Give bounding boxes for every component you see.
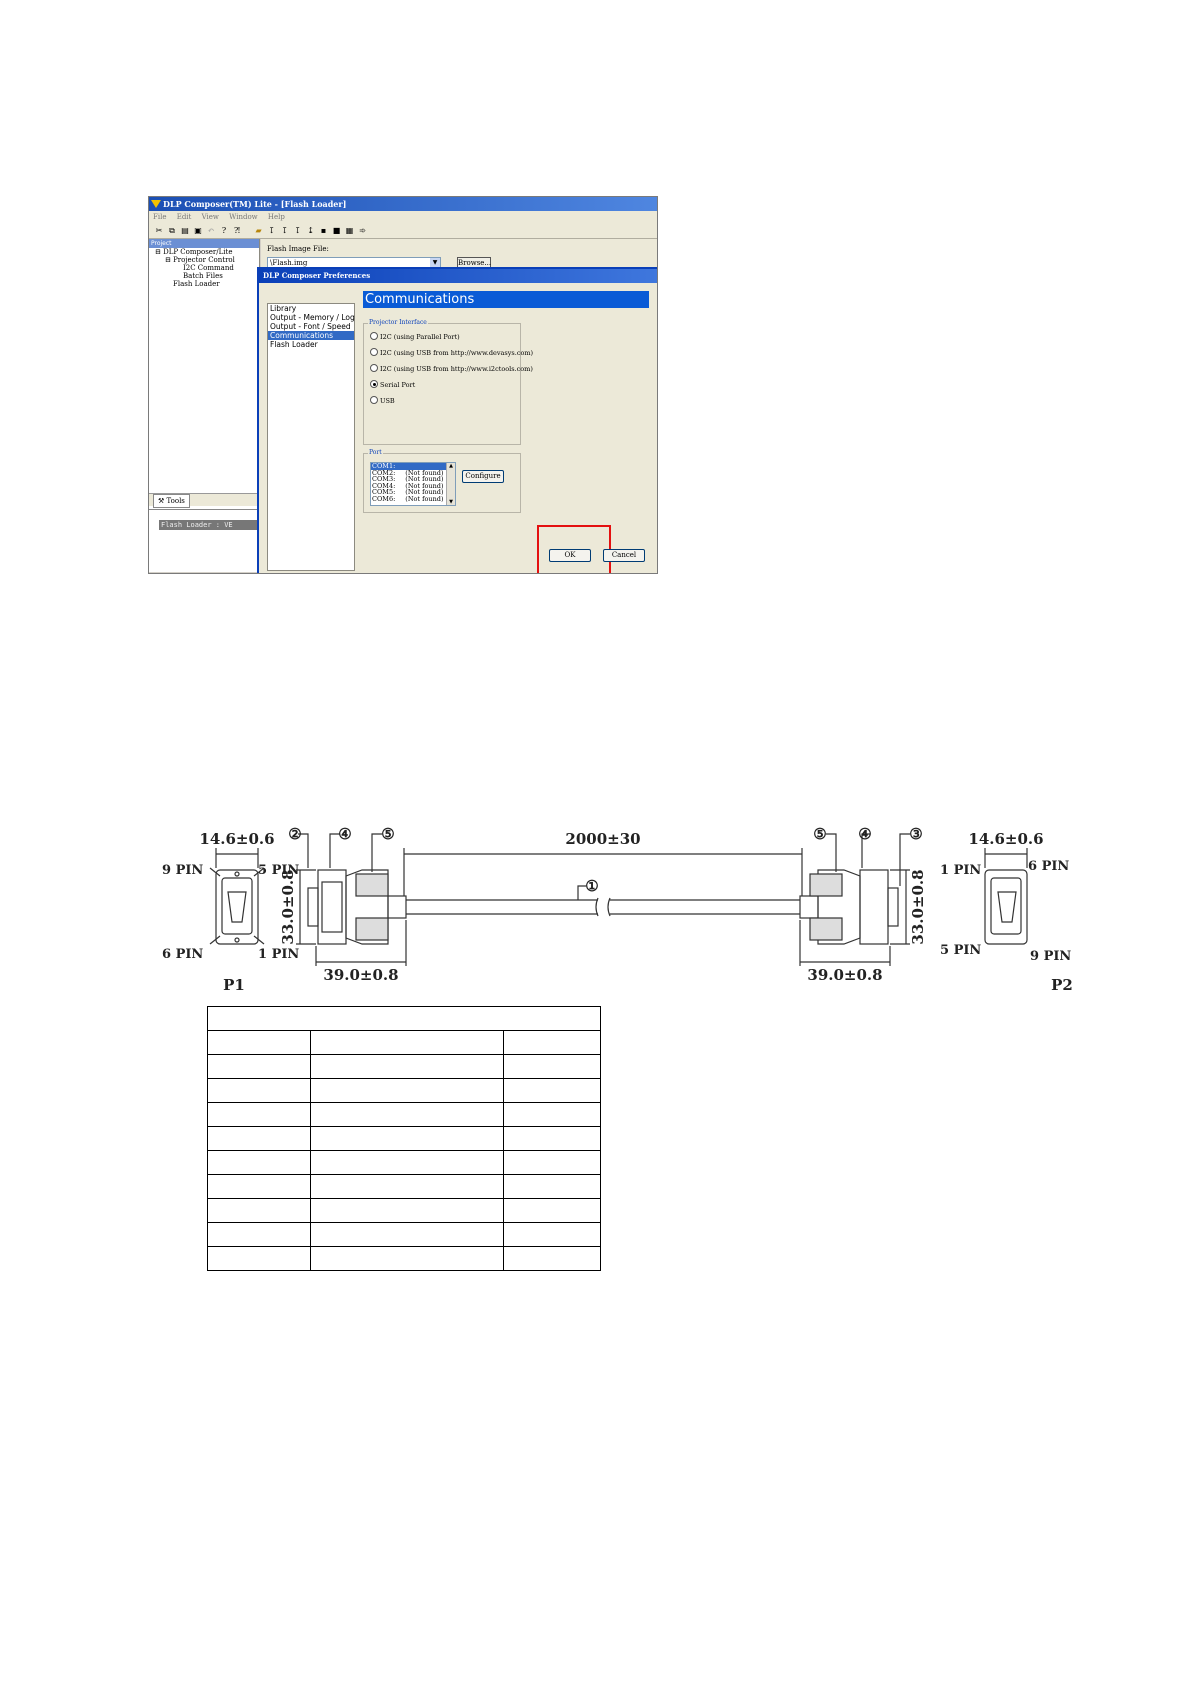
menu-help[interactable]: Help xyxy=(267,213,285,221)
left-shell-inner xyxy=(322,882,342,932)
callout-5: ⑤ xyxy=(813,825,827,843)
undo-icon[interactable]: ↶ xyxy=(207,226,215,235)
table-row xyxy=(208,1223,601,1247)
app-title: DLP Composer(TM) Lite - [Flash Loader] xyxy=(163,199,347,209)
port-row[interactable]: COM3: (Not found) xyxy=(372,475,444,483)
callout-2: ② xyxy=(288,825,302,843)
table-cell xyxy=(504,1079,601,1103)
dialog-title: DLP Composer Preferences xyxy=(259,269,657,283)
table-cell xyxy=(208,1127,311,1151)
table-row xyxy=(208,1151,601,1175)
p1-pin-housing xyxy=(228,892,246,922)
port-scrollbar[interactable] xyxy=(446,463,455,505)
table-caption-cell xyxy=(208,1007,601,1031)
p1-screw-hole xyxy=(235,872,239,876)
cancel-button[interactable]: Cancel xyxy=(603,549,645,562)
chevron-up-icon[interactable]: ▲ xyxy=(449,463,453,469)
p1-width-label: 14.6±0.6 xyxy=(199,830,275,848)
port-row[interactable]: COM2: (Not found) xyxy=(372,468,444,477)
save-icon[interactable]: ▣ xyxy=(194,226,202,235)
table-row xyxy=(208,1055,601,1079)
right-pins xyxy=(888,888,898,926)
right-thumbscrew-bottom xyxy=(810,918,842,940)
radio-serial-port[interactable]: Serial Port xyxy=(370,380,415,389)
length-label: 2000±30 xyxy=(565,830,641,848)
table-cell xyxy=(208,1079,311,1103)
p2-pin-label: 1 PIN xyxy=(940,863,982,878)
tools-tab[interactable]: ⚒ Tools xyxy=(153,494,190,508)
radio-usb[interactable]: USB xyxy=(370,396,395,405)
pause-icon[interactable]: ▪ xyxy=(320,226,327,235)
step-icon[interactable]: ↧ xyxy=(268,226,275,235)
radio-i2c-parallel[interactable]: I2C (using Parallel Port) xyxy=(370,332,460,341)
callout-4: ④ xyxy=(338,825,352,843)
software-screenshot xyxy=(148,196,658,574)
browse-button[interactable]: Browse... xyxy=(458,259,492,267)
p2-pin-housing xyxy=(998,892,1016,922)
output-pane xyxy=(149,509,259,572)
step-icon[interactable]: ↧ xyxy=(294,226,301,235)
p2-pin-label: 9 PIN xyxy=(1030,949,1072,964)
p2-connector-shell xyxy=(991,878,1021,934)
interface-group-title: Projector Interface xyxy=(369,319,427,326)
cable-break-mark xyxy=(596,898,598,916)
step-icon[interactable]: ↧ xyxy=(281,226,288,235)
interface-group xyxy=(363,319,534,445)
table-cell xyxy=(208,1199,311,1223)
left-height-label: 33.0±0.8 xyxy=(279,869,297,945)
app-logo-icon xyxy=(151,199,161,209)
toolbar xyxy=(149,223,657,239)
callout-1: ① xyxy=(585,877,599,895)
p1-pin-label: 9 PIN xyxy=(162,863,204,878)
table-row xyxy=(208,1127,601,1151)
cable-drawing xyxy=(150,810,1140,1000)
port-row[interactable]: COM4: (Not found) xyxy=(372,481,444,490)
menu-window[interactable]: Window xyxy=(229,213,258,221)
p1-screw-hole xyxy=(235,938,239,942)
port-group-title: Port xyxy=(369,449,382,456)
left-depth-label: 39.0±0.8 xyxy=(323,966,399,984)
menu-view[interactable]: View xyxy=(201,213,219,221)
port-group xyxy=(363,449,521,513)
communications-header: Communications xyxy=(363,291,649,308)
p2-pin-label: 5 PIN xyxy=(940,943,982,958)
chevron-down-icon[interactable]: ▼ xyxy=(430,258,440,268)
p1-pin-label: 6 PIN xyxy=(162,947,204,962)
flash-image-value: \Flash.img xyxy=(270,259,308,267)
table-cell xyxy=(208,1031,311,1055)
menu-edit[interactable]: Edit xyxy=(176,213,192,221)
table-row xyxy=(208,1175,601,1199)
right-depth-label: 39.0±0.8 xyxy=(807,966,883,984)
port-row[interactable]: COM5: (Not found) xyxy=(372,488,444,496)
p1-pin-label: 1 PIN xyxy=(258,947,300,962)
category-communications[interactable]: Communications xyxy=(268,331,354,340)
pin-table xyxy=(207,1006,601,1271)
table-cell xyxy=(208,1247,311,1271)
flash-image-label: Flash Image File: xyxy=(267,245,329,253)
table-cell xyxy=(311,1079,504,1103)
category-flash-loader[interactable]: Flash Loader xyxy=(270,340,318,349)
p1-label: P1 xyxy=(223,976,245,994)
table-cell xyxy=(311,1247,504,1271)
table-cell xyxy=(504,1247,601,1271)
menu-file[interactable]: File xyxy=(153,213,167,221)
port-row[interactable]: COM1: xyxy=(371,463,455,470)
copy-icon[interactable]: ⧉ xyxy=(169,226,175,235)
port-list[interactable] xyxy=(370,462,456,506)
left-thumbscrew-top xyxy=(356,874,388,896)
right-thumbscrew-top xyxy=(810,874,842,896)
p1-pin-leader xyxy=(254,936,264,944)
p1-pin-leader xyxy=(210,868,220,876)
right-height-label: 33.0±0.8 xyxy=(909,869,927,945)
radio-i2c-devasys[interactable]: I2C (using USB from http://www.devasys.com) xyxy=(370,348,533,357)
table-cell xyxy=(311,1103,504,1127)
p1-pin-leader xyxy=(210,936,220,944)
tree-item-flash-loader[interactable]: Flash Loader xyxy=(173,280,220,288)
chevron-down-icon[interactable]: ▼ xyxy=(449,498,453,505)
project-pane-title: Project xyxy=(149,239,259,248)
hammer-icon: ⚒ xyxy=(158,497,165,505)
table-cell xyxy=(311,1055,504,1079)
category-library[interactable]: Library xyxy=(270,304,297,313)
callout-leader-5 xyxy=(826,834,836,872)
table-cell xyxy=(504,1127,601,1151)
table-cell xyxy=(208,1151,311,1175)
table-row xyxy=(208,1079,601,1103)
callout-4: ④ xyxy=(858,825,872,843)
tree-item-root[interactable]: ⊟ DLP Composer/Lite xyxy=(155,248,233,256)
category-list xyxy=(267,303,355,571)
table-cell xyxy=(311,1151,504,1175)
p1-connector-shell xyxy=(222,878,252,934)
category-output-memory[interactable]: Output - Memory / Log xyxy=(270,313,355,322)
table-cell xyxy=(504,1175,601,1199)
port-row[interactable]: COM6: (Not found) xyxy=(372,494,444,503)
paste-icon[interactable]: ▤ xyxy=(181,226,189,235)
p2-width-label: 14.6±0.6 xyxy=(968,830,1044,848)
p2-pin-label: 6 PIN xyxy=(1028,859,1070,874)
table-cell xyxy=(311,1223,504,1247)
radio-i2c-i2ctools[interactable]: I2C (using USB from http://www.i2ctools.com) xyxy=(370,364,533,373)
right-shell xyxy=(860,870,888,944)
preferences-dialog xyxy=(257,267,658,574)
step-icon[interactable]: ↨ xyxy=(307,226,314,235)
table-cell xyxy=(208,1103,311,1127)
table-cell xyxy=(311,1199,504,1223)
p1-pin-label: 5 PIN xyxy=(258,863,300,878)
open-icon[interactable]: ▰ xyxy=(255,226,262,235)
left-flange xyxy=(308,888,318,926)
save-disk-icon[interactable]: ▦ xyxy=(345,226,354,235)
table-row xyxy=(208,1199,601,1223)
tree-item-projector-control[interactable]: ⊟ Projector Control xyxy=(165,256,235,264)
table-cell xyxy=(208,1223,311,1247)
table-cell xyxy=(504,1151,601,1175)
callout-5: ⑤ xyxy=(381,825,395,843)
cable-break-mark xyxy=(608,898,610,916)
tools-tabbar xyxy=(149,493,259,506)
output-text: Flash Loader : VE xyxy=(159,520,259,530)
table-row xyxy=(208,1247,601,1271)
context-help-icon[interactable]: ⁈ xyxy=(233,226,241,235)
table-cell xyxy=(504,1055,601,1079)
table-caption-row xyxy=(208,1007,601,1031)
ok-button[interactable]: OK xyxy=(549,549,591,562)
right-strain-relief xyxy=(800,896,818,918)
table-cell xyxy=(208,1055,311,1079)
menubar xyxy=(149,211,657,223)
table-cell xyxy=(504,1103,601,1127)
help-icon[interactable]: ? xyxy=(221,226,227,235)
callout-3: ③ xyxy=(909,825,923,843)
table-cell xyxy=(311,1031,504,1055)
table-cell xyxy=(311,1175,504,1199)
category-output-font[interactable]: Output - Font / Speed xyxy=(270,322,351,331)
p2-label: P2 xyxy=(1051,976,1073,994)
left-strain-relief xyxy=(388,896,406,918)
tree-item-i2c-command[interactable]: I2C Command xyxy=(183,264,234,272)
tree-item-batch-files[interactable]: Batch Files xyxy=(183,272,223,280)
project-tree xyxy=(149,248,259,288)
export-icon[interactable]: ➾ xyxy=(359,226,366,235)
table-cell xyxy=(504,1031,601,1055)
app-titlebar xyxy=(149,197,657,211)
table-cell xyxy=(504,1199,601,1223)
configure-button[interactable]: Configure xyxy=(462,470,504,483)
table-cell xyxy=(504,1223,601,1247)
table-cell xyxy=(311,1127,504,1151)
table-cell xyxy=(208,1175,311,1199)
table-row xyxy=(208,1031,601,1055)
left-thumbscrew-bottom xyxy=(356,918,388,940)
cut-icon[interactable]: ✂ xyxy=(155,226,163,235)
stop-icon[interactable]: ■ xyxy=(332,226,341,235)
table-row xyxy=(208,1103,601,1127)
